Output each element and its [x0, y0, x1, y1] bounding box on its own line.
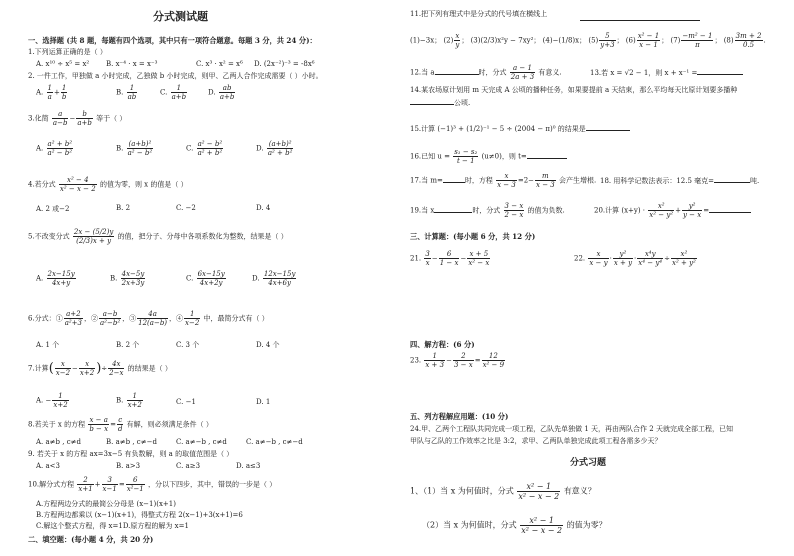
question-1: 1.下列运算正确的是（ ） [28, 48, 107, 56]
q5-option-d: D. $\frac{12x-15y}{4x+6y}$ [252, 270, 296, 287]
q5-option-a: A. $\frac{2x-15y}{4x+y}$ [36, 270, 75, 287]
question-24: 24.甲、乙两个工程队共同完成一项工程，乙队先单独做 1 天，再由两队合作 2 天就完成全部工程，已知 [410, 425, 733, 433]
q3-option-c: C. $\frac{\text{a² − b²}}{\text{a² + b²}}$ [186, 140, 223, 157]
question-14: 14.某农场原计划用 m 天完成 A 公顷的播种任务，如果要提前 a 天结束，那么平均每天比原计划要多播种 [410, 86, 738, 94]
question-9: 9. 若关于 x 的方程 ax=3x−5 有负数解，则 a 的取值范围是（ ） [28, 450, 234, 458]
q11-items: (1)−3x； (2) $\frac{x}{y}$ ； (3)(2/3)x²y − 7xy²； (4)−(1/8)x； (5) $\frac{5}{y+3}$ ； (6) $\frac{\text{x² − 1}}{x - 1}$ ； (7) $\frac{\text{−m² − 1}}{\pi}$ ； (8) $\frac{3m + 2}{0.5}$ . [410, 32, 766, 49]
question-23: 23. $\frac{1}{x + 3}$ − $\frac{2}{3 - x}$ = $\frac{12}{\text{x² − 9}}$ [410, 352, 505, 369]
question-7: 7.计算( $\frac{x}{x-2}$ − $\frac{x}{x+2}$ )÷ $\frac{4x}{2-x}$ 的结果是（ ） [28, 360, 172, 377]
q3-option-a: A. $\frac{\text{a² + b²}}{\text{a² − b²}}$ [36, 140, 73, 157]
section-fill-heading: 二、填空题：(每小题 4 分，共 20 分) [28, 535, 154, 544]
q4-option-a: A. 2 或−2 [36, 205, 70, 213]
question-24-line2: 甲队与乙队的工作效率之比是 3:2，求甲、乙两队单独完成此项工程各需多少天？ [410, 437, 662, 445]
exercise-title: 分式习题 [570, 458, 607, 468]
q2-option-c: C. $\frac{1}{a+b}$ [160, 84, 187, 101]
question-6: 6.分式：① $\frac{a+2}{\text{a²+3}}$ ，② $\frac{a-b}{\text{a²−b²}}$ ，③ $\frac{4a}{12(a-b)}$ ，④ $\frac{1}{x-2}$ 中，最简分式有（ ） [28, 310, 269, 327]
question-13: 13.若 x = √2 − 1，则 x + x⁻¹ = [590, 68, 743, 78]
q5-option-b: B. $\frac{4x-5y}{2x+3y}$ [110, 270, 145, 287]
q2-option-d: D. $\frac{ab}{a+b}$ [208, 84, 235, 101]
q7-option-d: D. 1 [256, 398, 271, 406]
q7-option-c: C. −1 [176, 398, 196, 406]
q1-option-c: C. x³ · x² = x⁶ [196, 60, 243, 68]
question-16: 16.已知 u = $\frac{\text{s₁ − s₂}}{t - 1}$ (u≠0)，则 t= [410, 148, 567, 165]
question-2: 2. 一件工作，甲独做 a 小时完成，乙独做 b 小时完成，则甲、乙两人合作完成需要（ ）小时。 [28, 72, 323, 80]
q2-option-b: B. $\frac{1}{ab}$ [116, 84, 137, 101]
q2-option-a: A. $\frac{1}{a}$ + $\frac{1}{b}$ [36, 84, 67, 101]
question-11: 11.把下列有理式中是分式的代号填在横线上 [410, 10, 548, 18]
q1-option-a: A. x¹⁰ ÷ x⁵ = x² [36, 60, 90, 68]
section-choice-heading: 一、选择题 (共 8 题，每题有四个选项，其中只有一项符合题意。每题 3 分，共 24 分)： [28, 36, 317, 45]
question-8: 8.若关于 x 的方程 $\frac{x - a}{b - x}$ = $\frac{c}{d}$ 有解，则必须满足条件（ ） [28, 416, 213, 433]
q9-option-b: B. a>3 [116, 462, 141, 470]
question-5: 5.不改变分式 $\frac{2x - (5/2)y}{(2/3)x + y}$ 的值，把分子、分母中各项系数化为整数，结果是（ ） [28, 228, 288, 245]
section-calc-heading: 三、计算题：(每小题 6 分，共 12 分) [410, 232, 536, 241]
q5-option-c: C. $\frac{6x-15y}{4x+2y}$ [186, 270, 225, 287]
q11-answer-blank [580, 20, 700, 21]
question-21: 21. $\frac{3}{x}$ − $\frac{6}{1 - x}$ − $\frac{x + 5}{\text{x² − x}}$ [410, 250, 490, 267]
question-20: 20.计算 (x+y) · $\frac{\text{x²}}{\text{x² − y²}}$ + $\frac{\text{y²}}{y - x}$ = [594, 202, 751, 219]
q6-option-c: C. 3 个 [176, 341, 200, 349]
q6-option-b: B. 2 个 [116, 341, 140, 349]
q1-option-b: B. x⁻⁴ · x = x⁻³ [106, 60, 158, 68]
q9-option-c: C. a≥3 [176, 462, 201, 470]
q4-option-b: B. 2 [116, 204, 131, 212]
q8-option-a: A. a≠b , c≠d [36, 438, 81, 446]
question-19: 19.当 x 时，分式 $\frac{3 - x}{2 - x}$ 的值为负数. [410, 202, 565, 219]
section-equation-heading: 四、解方程：(6 分) [410, 340, 475, 349]
question-17: 17.当 m= 时，方程 $\frac{x}{x - 3}$ =2− $\frac{m}{x - 3}$ 会产生增根. [410, 172, 597, 189]
question-12: 12.当 a 时，分式 $\frac{a - 1}{2a + 3}$ 有意义. [410, 64, 562, 81]
q1-option-d: D. (2x⁻²)⁻³ = -8x⁶ [254, 60, 315, 68]
question-10: 10.解分式方程 $\frac{2}{x+1}$ + $\frac{3}{x-1}$ = $\frac{6}{\text{x²−1}}$ ，分以下四步，其中，错误的一步是（ ） [28, 476, 277, 493]
q9-option-a: A. a<3 [36, 462, 60, 470]
q6-option-a: A. 1 个 [36, 341, 60, 349]
q10-step-b: B.方程两边都乘以 (x−1)(x+1)，得整式方程 2(x−1)+3(x+1)=6 [36, 511, 243, 519]
q3-option-d: D. $\frac{\text{(a+b)²}}{\text{a² + b²}}$ [256, 140, 293, 157]
q4-option-d: D. 4 [256, 204, 271, 212]
q7-option-a: A. − $\frac{1}{x+2}$ [36, 392, 68, 409]
exercise-1-2: （2）当 x 为何值时，分式 $\frac{\text{x² − 1}}{\text{x² − x − 2}}$ 的值为零？ [422, 516, 607, 535]
question-3: 3.化简 $\frac{a}{a-b}$ − $\frac{b}{a+b}$ 等于（ ） [28, 110, 127, 127]
question-15: 15.计算 (−1)³ + (1/2)⁻¹ − 5 ÷ (2004 − π)⁰ 的结果是 [410, 124, 630, 134]
question-4: 4.若分式 $\frac{\text{x² − 4}}{\text{x² − x − 2}}$ 的值为零，则 x 的值是（ ） [28, 176, 188, 193]
q9-option-d: D. a≤3 [236, 462, 261, 470]
q4-option-c: C. −2 [176, 204, 196, 212]
question-14-line2: 公顷. [410, 98, 470, 108]
q8-option-d: C. a≠−b , c≠−d [246, 438, 303, 446]
q10-step-c: C.解这个整式方程，得 x=1D.原方程的解为 x=1 [36, 522, 189, 530]
q6-option-d: D. 4 个 [256, 341, 280, 349]
q7-option-b: B. $\frac{1}{x+2}$ [116, 392, 142, 409]
exam-title: 分式测试题 [153, 10, 208, 23]
q8-option-b: B. a≠b , c≠−d [106, 438, 157, 446]
section-application-heading: 五、列方程解应用题：(10 分) [410, 412, 509, 421]
question-22: 22. $\frac{x}{x - y}$ · $\frac{\text{y²}}{x + y}$ · $\frac{\text{x⁴y}}{\text{x⁴ − y⁴}}$ ÷ $\frac{\text{x²}}{\text{x² + y²}}$ [574, 250, 696, 267]
q8-option-c: C. a≠−b , c≠d [176, 438, 227, 446]
question-18: 18. 用科学记数法表示：12.5 毫克= 吨. [600, 177, 760, 185]
exercise-1-1: 1、（1）当 x 为何值时，分式 $\frac{\text{x² − 1}}{\text{x² − x − 2}}$ 有意义？ [410, 482, 596, 501]
q3-option-b: B. $\frac{\text{(a+b)²}}{\text{a² − b²}}$ [116, 140, 153, 157]
q10-step-a: A.方程两边分式的最简公分母是 (x−1)(x+1) [36, 500, 176, 508]
